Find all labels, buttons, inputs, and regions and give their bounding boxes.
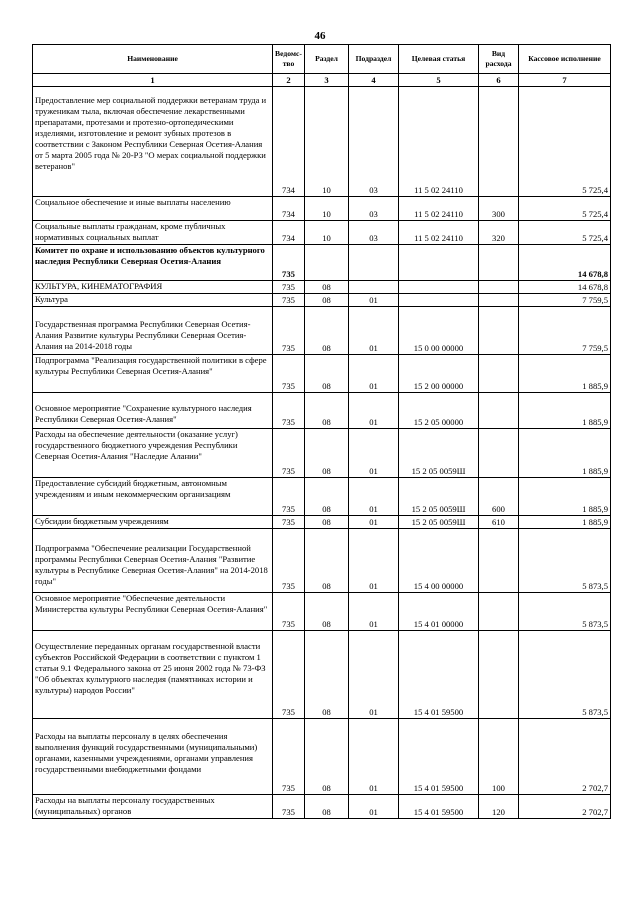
row-name: Комитет по охране и использованию объектов культурного наследия Республики Северная Осетия-Алания bbox=[33, 245, 273, 281]
row-type bbox=[479, 281, 519, 294]
row-subsection: 01 bbox=[349, 307, 399, 355]
row-target bbox=[399, 281, 479, 294]
row-amount: 1 885,9 bbox=[519, 355, 611, 393]
row-amount: 14 678,8 bbox=[519, 245, 611, 281]
row-type bbox=[479, 631, 519, 719]
row-subsection: 01 bbox=[349, 393, 399, 429]
row-dept: 735 bbox=[273, 429, 305, 478]
row-name: Государственная программа Республики Северная Осетия-Алания Развитие культуры Республики Северная Осетия-Алания на 2014-2018 годы bbox=[33, 307, 273, 355]
table-row bbox=[33, 87, 611, 197]
row-target: 15 2 05 0059Ш bbox=[399, 516, 479, 529]
row-target bbox=[399, 245, 479, 281]
row-section: 08 bbox=[305, 795, 349, 819]
row-section: 10 bbox=[305, 87, 349, 197]
row-dept: 735 bbox=[273, 516, 305, 529]
row-section: 10 bbox=[305, 221, 349, 245]
row-target: 15 0 00 00000 bbox=[399, 307, 479, 355]
row-subsection: 01 bbox=[349, 593, 399, 631]
row-dept: 735 bbox=[273, 795, 305, 819]
row-section: 08 bbox=[305, 719, 349, 795]
row-name: Основное мероприятие "Обеспечение деятельности Министерства культуры Республики Северная Осетия-Алания" bbox=[33, 593, 273, 631]
row-dept: 735 bbox=[273, 393, 305, 429]
column-number: 3 bbox=[305, 74, 349, 87]
row-name: Расходы на выплаты персоналу государственных (муниципальных) органов bbox=[33, 795, 273, 819]
row-subsection: 03 bbox=[349, 87, 399, 197]
row-target: 15 4 01 59500 bbox=[399, 719, 479, 795]
row-type: 320 bbox=[479, 221, 519, 245]
row-dept: 735 bbox=[273, 529, 305, 593]
row-section: 08 bbox=[305, 529, 349, 593]
row-section: 08 bbox=[305, 307, 349, 355]
row-section bbox=[305, 245, 349, 281]
row-section: 10 bbox=[305, 197, 349, 221]
row-target: 15 2 00 00000 bbox=[399, 355, 479, 393]
table-row bbox=[33, 307, 611, 355]
column-number: 1 bbox=[33, 74, 273, 87]
header-row bbox=[33, 45, 611, 74]
row-type bbox=[479, 393, 519, 429]
row-section: 08 bbox=[305, 631, 349, 719]
row-section: 08 bbox=[305, 355, 349, 393]
row-name: КУЛЬТУРА, КИНЕМАТОГРАФИЯ bbox=[33, 281, 273, 294]
column-number: 7 bbox=[519, 74, 611, 87]
row-type: 600 bbox=[479, 478, 519, 516]
row-target: 15 2 05 0059Ш bbox=[399, 478, 479, 516]
row-amount: 1 885,9 bbox=[519, 429, 611, 478]
row-amount: 5 873,5 bbox=[519, 631, 611, 719]
row-amount: 14 678,8 bbox=[519, 281, 611, 294]
row-section: 08 bbox=[305, 478, 349, 516]
header-type: Вид расхода bbox=[479, 45, 519, 74]
page-number: 46 bbox=[314, 30, 326, 42]
column-number: 6 bbox=[479, 74, 519, 87]
row-type: 120 bbox=[479, 795, 519, 819]
header-subsection: Подраздел bbox=[349, 45, 399, 74]
row-name: Основное мероприятие "Сохранение культурного наследия Республики Северная Осетия-Алания" bbox=[33, 393, 273, 429]
budget-execution-table bbox=[32, 44, 611, 819]
row-subsection: 01 bbox=[349, 529, 399, 593]
table-row bbox=[33, 355, 611, 393]
header-name: Наименование bbox=[33, 45, 273, 74]
row-target: 15 2 05 0059Ш bbox=[399, 429, 479, 478]
row-amount: 2 702,7 bbox=[519, 795, 611, 819]
row-subsection: 01 bbox=[349, 795, 399, 819]
row-amount: 5 873,5 bbox=[519, 529, 611, 593]
row-subsection: 01 bbox=[349, 294, 399, 307]
row-name: Социальные выплаты гражданам, кроме публичных нормативных социальных выплат bbox=[33, 221, 273, 245]
table-row bbox=[33, 197, 611, 221]
row-name: Расходы на обеспечение деятельности (оказание услуг) государственного бюджетного учреждения Республики Северная Осетия-Алания "Наследие Алании" bbox=[33, 429, 273, 478]
row-dept: 735 bbox=[273, 719, 305, 795]
table-row bbox=[33, 294, 611, 307]
table-row bbox=[33, 393, 611, 429]
column-number: 4 bbox=[349, 74, 399, 87]
row-dept: 735 bbox=[273, 631, 305, 719]
table-row bbox=[33, 221, 611, 245]
table-row bbox=[33, 478, 611, 516]
table-row bbox=[33, 593, 611, 631]
row-amount: 1 885,9 bbox=[519, 393, 611, 429]
row-dept: 735 bbox=[273, 281, 305, 294]
row-subsection: 01 bbox=[349, 355, 399, 393]
row-name: Предоставление субсидий бюджетным, автономным учреждениям и иным некоммерческим организациям bbox=[33, 478, 273, 516]
row-subsection: 01 bbox=[349, 631, 399, 719]
row-dept: 735 bbox=[273, 593, 305, 631]
row-section: 08 bbox=[305, 516, 349, 529]
row-dept: 735 bbox=[273, 307, 305, 355]
row-target: 15 4 00 00000 bbox=[399, 529, 479, 593]
column-number: 2 bbox=[273, 74, 305, 87]
table-row bbox=[33, 245, 611, 281]
row-amount: 5 725,4 bbox=[519, 221, 611, 245]
row-target: 15 4 01 00000 bbox=[399, 593, 479, 631]
row-amount: 5 873,5 bbox=[519, 593, 611, 631]
row-target bbox=[399, 294, 479, 307]
row-amount: 1 885,9 bbox=[519, 478, 611, 516]
row-section: 08 bbox=[305, 429, 349, 478]
row-subsection bbox=[349, 245, 399, 281]
row-type bbox=[479, 529, 519, 593]
row-type bbox=[479, 245, 519, 281]
row-section: 08 bbox=[305, 294, 349, 307]
row-section: 08 bbox=[305, 393, 349, 429]
table-row bbox=[33, 429, 611, 478]
table-row bbox=[33, 529, 611, 593]
row-type bbox=[479, 429, 519, 478]
row-target: 11 5 02 24110 bbox=[399, 87, 479, 197]
header-section: Раздел bbox=[305, 45, 349, 74]
row-amount: 1 885,9 bbox=[519, 516, 611, 529]
row-name: Подпрограмма "Реализация государственной политики в сфере культуры Республики Северная Осетия-Алания" bbox=[33, 355, 273, 393]
table-row bbox=[33, 719, 611, 795]
table-row bbox=[33, 631, 611, 719]
row-amount: 2 702,7 bbox=[519, 719, 611, 795]
row-section: 08 bbox=[305, 281, 349, 294]
row-subsection bbox=[349, 281, 399, 294]
row-dept: 734 bbox=[273, 221, 305, 245]
row-type: 100 bbox=[479, 719, 519, 795]
row-name: Субсидии бюджетным учреждениям bbox=[33, 516, 273, 529]
row-dept: 735 bbox=[273, 294, 305, 307]
row-dept: 735 bbox=[273, 478, 305, 516]
row-name: Социальное обеспечение и иные выплаты населению bbox=[33, 197, 273, 221]
row-name: Подпрограмма "Обеспечение реализации Государственной программы Республики Северная Осетия-Алания "Развитие культуры в Республике Северная Осетия-Алания" на 2014-2018 годы" bbox=[33, 529, 273, 593]
header-target: Целевая статья bbox=[399, 45, 479, 74]
row-target: 11 5 02 24110 bbox=[399, 197, 479, 221]
row-type bbox=[479, 593, 519, 631]
row-amount: 5 725,4 bbox=[519, 87, 611, 197]
row-type bbox=[479, 355, 519, 393]
row-name: Предоставление мер социальной поддержки ветеранам труда и труженикам тыла, включая обеспечение лекарственными препаратами, протезами и протезно-ортопедическими изделиями, изготовление и ремонт зубных протезов в соответствии с Законом Республики Северная Осетия-Алания от 5 марта 2005 года № 20-РЗ "О мерах социальной поддержки ветеранов" bbox=[33, 87, 273, 197]
row-amount: 7 759,5 bbox=[519, 307, 611, 355]
table-row bbox=[33, 795, 611, 819]
row-name: Расходы на выплаты персоналу в целях обеспечения выполнения функций государственными (муниципальными) органами, казенными учреждениями, органами управления государственными внебюджетными фондами bbox=[33, 719, 273, 795]
row-type bbox=[479, 307, 519, 355]
row-type bbox=[479, 87, 519, 197]
row-subsection: 01 bbox=[349, 719, 399, 795]
row-name: Культура bbox=[33, 294, 273, 307]
row-dept: 735 bbox=[273, 245, 305, 281]
row-amount: 5 725,4 bbox=[519, 197, 611, 221]
row-type bbox=[479, 294, 519, 307]
row-target: 15 4 01 59500 bbox=[399, 795, 479, 819]
row-target: 15 4 01 59500 bbox=[399, 631, 479, 719]
row-target: 11 5 02 24110 bbox=[399, 221, 479, 245]
row-section: 08 bbox=[305, 593, 349, 631]
row-amount: 7 759,5 bbox=[519, 294, 611, 307]
row-target: 15 2 05 00000 bbox=[399, 393, 479, 429]
column-number-row bbox=[33, 74, 611, 87]
row-type: 300 bbox=[479, 197, 519, 221]
row-subsection: 01 bbox=[349, 516, 399, 529]
header-dept: Ведомс-тво bbox=[273, 45, 305, 74]
table-row bbox=[33, 281, 611, 294]
table-row bbox=[33, 516, 611, 529]
row-dept: 735 bbox=[273, 355, 305, 393]
row-name: Осуществление переданных органам государственной власти субъектов Российской Федерации в соответствии с пунктом 1 статьи 9.1 Федерального закона от 25 июня 2002 года № 73-ФЗ "Об объектах культурного наследия (памятниках истории и культуры) народов России" bbox=[33, 631, 273, 719]
column-number: 5 bbox=[399, 74, 479, 87]
row-subsection: 01 bbox=[349, 429, 399, 478]
row-subsection: 01 bbox=[349, 478, 399, 516]
row-type: 610 bbox=[479, 516, 519, 529]
row-dept: 734 bbox=[273, 87, 305, 197]
header-amount: Кассовое исполнение bbox=[519, 45, 611, 74]
row-subsection: 03 bbox=[349, 197, 399, 221]
row-dept: 734 bbox=[273, 197, 305, 221]
row-subsection: 03 bbox=[349, 221, 399, 245]
